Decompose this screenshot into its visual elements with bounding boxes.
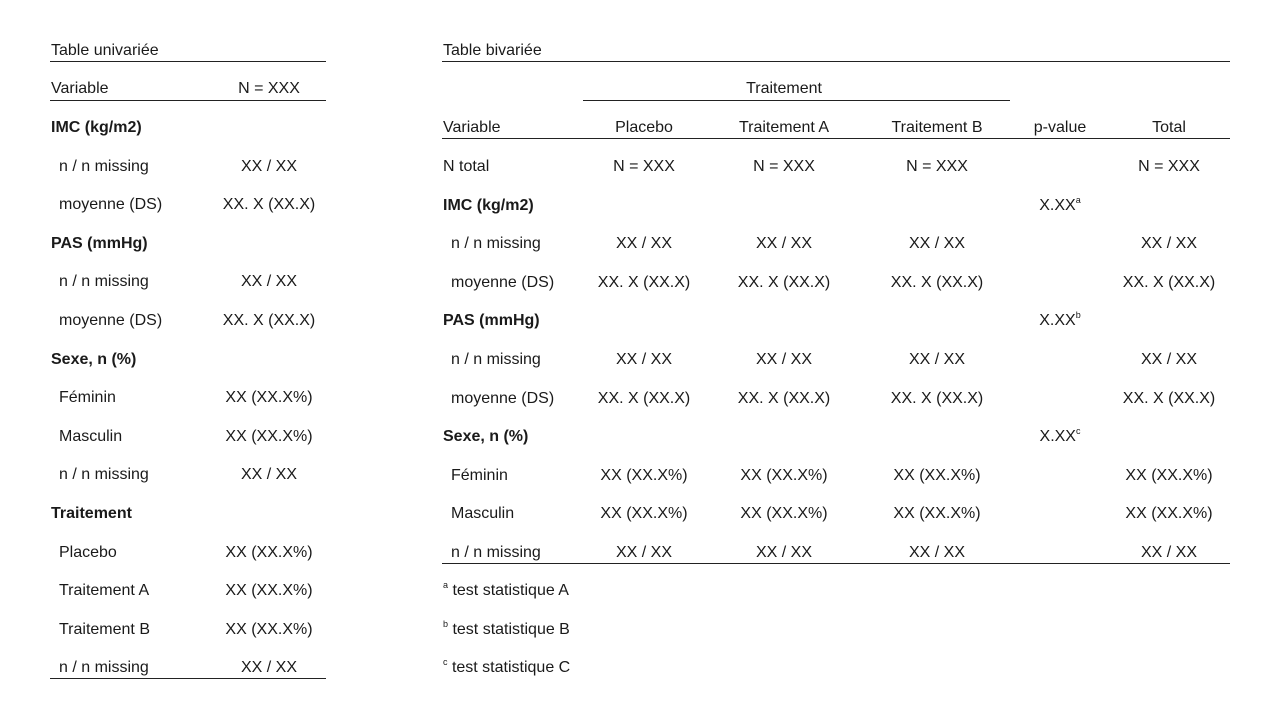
cell-value: XX (XX.X%) [893, 467, 981, 484]
univariate-title-rule [50, 61, 326, 62]
cell-value: XX (XX.X%) [1125, 505, 1213, 522]
row-label: n / n missing [451, 235, 541, 252]
column-header: Traitement A [738, 119, 830, 136]
section-label: PAS (mmHg) [51, 235, 148, 252]
cell-value: XX (XX.X%) [1125, 467, 1213, 484]
univariate-header-variable: Variable [51, 80, 109, 97]
section-label: PAS (mmHg) [443, 312, 540, 329]
row-label: Masculin [451, 505, 515, 522]
cell-value: XX. X (XX.X) [890, 274, 984, 291]
footnote-marker: c [443, 656, 448, 667]
cell-value: XX (XX.X%) [893, 505, 981, 522]
cell-value: XX. X (XX.X) [1122, 390, 1216, 407]
p-value: $X.XX^c$ [1039, 425, 1081, 445]
row-label: n / n missing [59, 158, 149, 175]
bivariate-bottom-rule [442, 563, 1230, 564]
row-label: Traitement B [59, 621, 150, 638]
bivariate-group-header: Traitement [746, 80, 822, 97]
cell-value: XX. X (XX.X) [737, 274, 831, 291]
row-value: XX / XX [240, 466, 298, 483]
section-label: IMC (kg/m2) [443, 197, 534, 214]
section-label: Traitement [51, 505, 132, 522]
cell-value: XX / XX [615, 351, 673, 368]
cell-value: N = XXX [613, 158, 675, 175]
cell-value: XX / XX [1140, 544, 1198, 561]
footnote-marker: a [443, 579, 449, 590]
row-label: moyenne (DS) [59, 196, 163, 213]
row-value: XX (XX.X%) [225, 389, 313, 406]
cell-value: XX / XX [1140, 235, 1198, 252]
row-value: XX (XX.X%) [225, 582, 313, 599]
row-label: n / n missing [451, 351, 541, 368]
row-value: XX / XX [240, 158, 298, 175]
row-value: XX / XX [240, 273, 298, 290]
cell-value: XX / XX [1140, 351, 1198, 368]
row-value: XX / XX [240, 659, 298, 676]
cell-value: XX / XX [615, 544, 673, 561]
bivariate-title: Table bivariée [443, 42, 542, 59]
column-header: Placebo [615, 119, 673, 136]
row-value: XX. X (XX.X) [222, 312, 316, 329]
cell-value: N = XXX [906, 158, 968, 175]
univariate-header-n: N = XXX [238, 80, 300, 97]
univariate-bottom-rule [50, 678, 326, 679]
footnote-marker: b [1075, 309, 1081, 320]
univariate-header-rule [50, 100, 326, 101]
row-value: XX. X (XX.X) [222, 196, 316, 213]
footnote: $^a$ test statistique A [443, 579, 569, 599]
cell-value: N = XXX [753, 158, 815, 175]
cell-value: XX / XX [755, 351, 813, 368]
row-label: Féminin [59, 389, 116, 406]
univariate-title: Table univariée [51, 42, 159, 59]
row-label: n / n missing [59, 466, 149, 483]
footnote-marker: b [443, 618, 449, 629]
row-value: XX (XX.X%) [225, 544, 313, 561]
section-label: IMC (kg/m2) [51, 119, 142, 136]
row-value: XX (XX.X%) [225, 621, 313, 638]
row-label: N total [443, 158, 490, 175]
bivariate-group-rule [583, 100, 1010, 101]
footnote: $^b$ test statistique B [443, 618, 570, 638]
cell-value: XX (XX.X%) [600, 505, 688, 522]
footnote-marker: c [1075, 425, 1081, 436]
footnote-marker: a [1075, 194, 1081, 205]
column-header: Total [1152, 119, 1186, 136]
column-header: Traitement B [891, 119, 983, 136]
row-label: moyenne (DS) [451, 390, 555, 407]
column-header: Variable [443, 119, 501, 136]
cell-value: XX (XX.X%) [740, 505, 828, 522]
cell-value: XX / XX [615, 235, 673, 252]
section-label: Sexe, n (%) [51, 351, 137, 368]
cell-value: XX. X (XX.X) [890, 390, 984, 407]
cell-value: XX / XX [908, 235, 966, 252]
row-label: moyenne (DS) [451, 274, 555, 291]
row-label: Masculin [59, 428, 123, 445]
row-label: n / n missing [59, 273, 149, 290]
cell-value: XX. X (XX.X) [1122, 274, 1216, 291]
cell-value: XX / XX [755, 235, 813, 252]
bivariate-header-rule [442, 138, 1230, 139]
p-value: $X.XX^b$ [1039, 309, 1081, 329]
row-label: Féminin [451, 467, 508, 484]
cell-value: XX. X (XX.X) [597, 274, 691, 291]
row-label: n / n missing [451, 544, 541, 561]
cell-value: N = XXX [1138, 158, 1200, 175]
footnote: $^c$ test statistique C [443, 656, 571, 676]
p-value: $X.XX^a$ [1039, 194, 1081, 214]
section-label: Sexe, n (%) [443, 428, 529, 445]
row-value: XX (XX.X%) [225, 428, 313, 445]
cell-value: XX (XX.X%) [740, 467, 828, 484]
row-label: moyenne (DS) [59, 312, 163, 329]
row-label: n / n missing [59, 659, 149, 676]
row-label: Placebo [59, 544, 117, 561]
cell-value: XX (XX.X%) [600, 467, 688, 484]
bivariate-title-rule [442, 61, 1230, 62]
cell-value: XX. X (XX.X) [737, 390, 831, 407]
row-label: Traitement A [59, 582, 150, 599]
cell-value: XX / XX [908, 544, 966, 561]
cell-value: XX / XX [908, 351, 966, 368]
column-header: p-value [1033, 119, 1087, 136]
cell-value: XX / XX [755, 544, 813, 561]
cell-value: XX. X (XX.X) [597, 390, 691, 407]
